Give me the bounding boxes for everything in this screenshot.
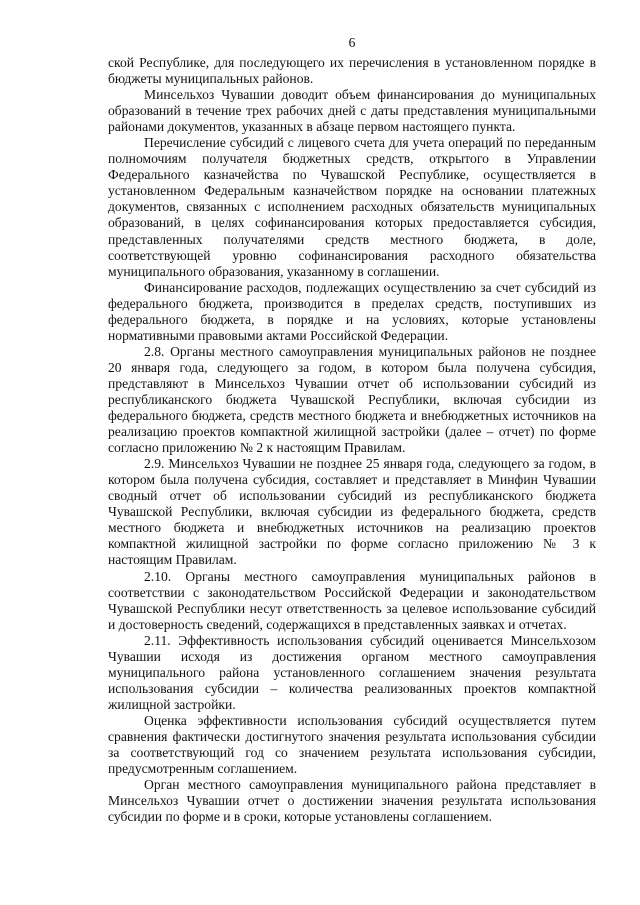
paragraph-funding-notification: Минсельхоз Чувашии доводит объем финансирования до муниципальных образований в течение трех рабочих дней с даты представления муниципальными районами документов, указанных в абзаце первом настоящего пункта. — [108, 87, 596, 135]
paragraph-subsidy-transfer: Перечисление субсидий с лицевого счета для учета операций по переданным полномочиям получателя бюджетных средств, открытого в Управлении Федерального казначейства по Чувашской Республике, осуществляется в установленном Федеральным казначейством порядке на основании платежных документов, связанных с исполнением расходных обязательств муниципальных образований, в целях софинансирования которых предоставляется субсидия, представленных получателями средств местного бюджета, в доле, соответствующей уровню софинансирования расходного обязательства муниципального образования, указанному в соглашении. — [108, 135, 596, 279]
page-number: 6 — [348, 35, 356, 50]
paragraph-continuation: ской Республике, для последующего их перечисления в установленном порядке в бюджеты муниципальных районов. — [108, 55, 596, 87]
paragraph-clause-2-9: 2.9. Минсельхоз Чувашии не позднее 25 января года, следующего за годом, в котором была получена субсидия, составляет и представляет в Минфин Чувашии сводный отчет об использовании субсидий из республиканского бюджета Чувашской Республики, включая субсидии из федерального бюджета, средств местного бюджета и внебюджетных источников на реализацию проектов компактной жилищной застройки по форме согласно приложению № 3 к настоящим Правилам. — [108, 456, 596, 568]
paragraph-federal-funding: Финансирование расходов, подлежащих осуществлению за счет субсидий из федерального бюджета, производится в пределах средств, поступивших из федерального бюджета, в порядке и на условиях, которые установлены нормативными правовыми актами Российской Федерации. — [108, 279, 596, 343]
paragraph-efficiency-evaluation: Оценка эффективности использования субсидий осуществляется путем сравнения фактически достигнутого значения результата использования субсидии за соответствующий год со значением результата использования субсидии, предусмотренным соглашением. — [108, 712, 596, 777]
document-page — [108, 34, 596, 825]
paragraph-clause-2-11: 2.11. Эффективность использования субсидий оценивается Минсельхозом Чувашии исходя из достижения органом местного самоуправления муниципального района установленного соглашением значения результата использования субсидии – количества реализованных проектов компактной жилищной застройки. — [108, 632, 596, 712]
paragraph-results-report: Орган местного самоуправления муниципального района представляет в Минсельхоз Чувашии отчет о достижении значения результата использования субсидии по форме и в сроки, которые установлены соглашением. — [108, 777, 596, 825]
paragraph-clause-2-8: 2.8. Органы местного самоуправления муниципальных районов не позднее 20 января года, следующего за годом, в котором была получена субсидия, представляют в Минсельхоз Чувашии отчет об использовании субсидий из республиканского бюджета Чувашской Республики, включая субсидии из федерального бюджета, средств местного бюджета и внебюджетных источников на реализацию проектов компактной жилищной застройки (далее – отчет) по форме согласно приложению № 2 к настоящим Правилам. — [108, 343, 596, 456]
paragraph-clause-2-10: 2.10. Органы местного самоуправления муниципальных районов в соответствии с законодательством Российской Федерации и законодательством Чувашской Республики несут ответственность за целевое использование субсидий и достоверность сведений, содержащихся в представленных заявках и отчетах. — [108, 568, 596, 632]
